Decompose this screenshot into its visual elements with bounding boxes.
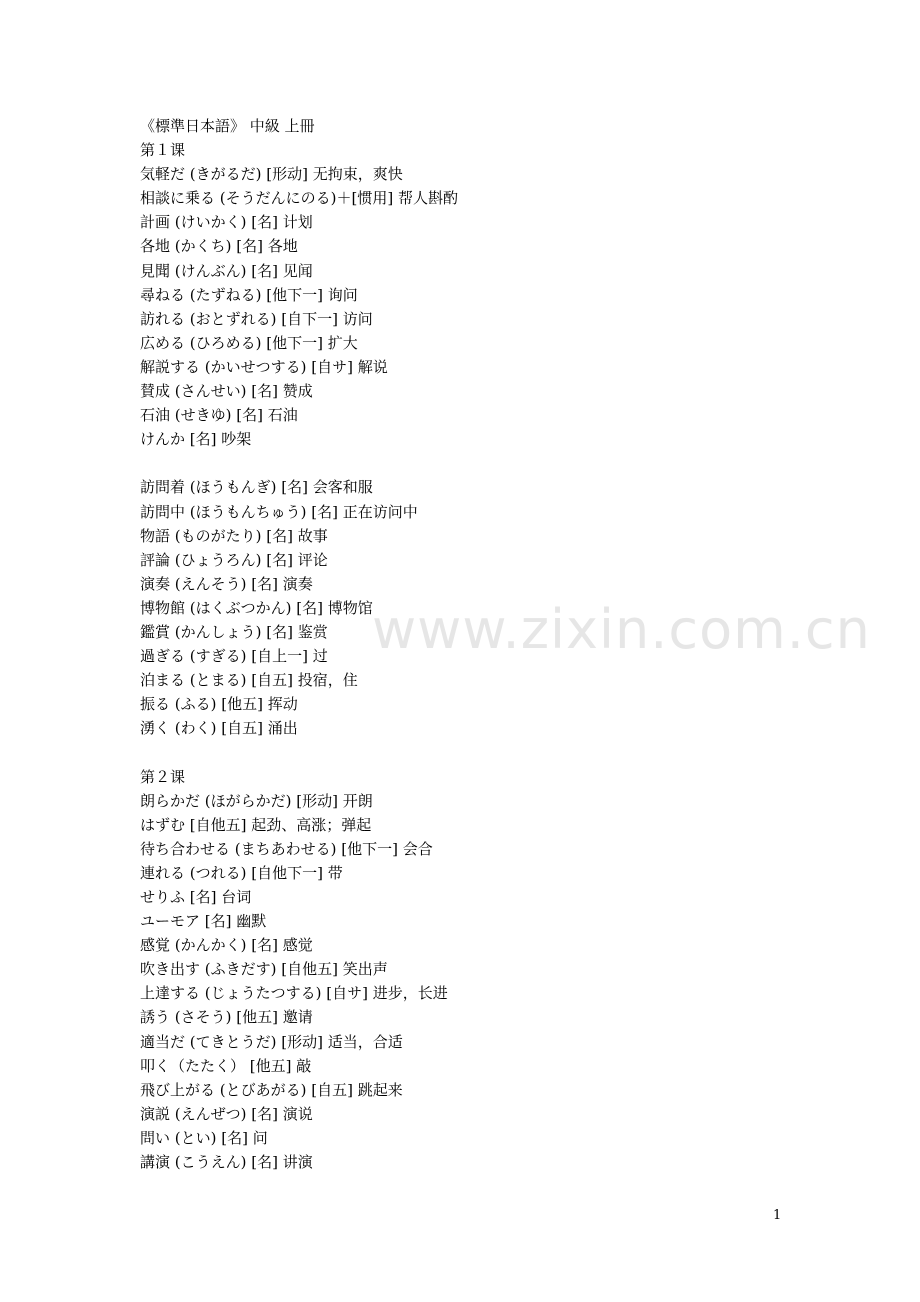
vocab-entry: 泊まる (とまる) [自五] 投宿，住: [140, 671, 358, 690]
vocab-entry: 訪問着 (ほうもんぎ) [名] 会客和服: [140, 478, 373, 497]
watermark: www.zixin.com.cn: [372, 598, 871, 661]
vocab-entry: 過ぎる (すぎる) [自上一] 过: [140, 647, 328, 666]
vocab-entry: けんか [名] 吵架: [140, 430, 252, 449]
vocab-entry: 誘う (さそう) [他五] 邀请: [140, 1008, 313, 1027]
vocab-entry: 鑑賞 (かんしょう) [名] 鉴赏: [140, 622, 328, 641]
vocab-entry: 湧く (わく) [自五] 涌出: [140, 719, 298, 738]
vocab-entry: 連れる (つれる) [自他下一] 带: [140, 863, 343, 882]
blank-line: [140, 740, 840, 764]
vocab-entry: 待ち合わせる (まちあわせる) [他下一] 会合: [140, 839, 433, 858]
vocab-entry: 適当だ (てきとうだ) [形动] 适当，合适: [140, 1032, 403, 1051]
lessons-container: [140, 138, 840, 1174]
vocab-entry: 振る (ふる) [他五] 挥动: [140, 695, 298, 714]
vocab-entry: 相談に乗る (そうだんにのる)＋[惯用] 帮人斟酌: [140, 189, 458, 208]
vocab-entry: はずむ [自他五] 起劲、高涨；弹起: [140, 815, 372, 834]
vocab-entry: ユーモア [名] 幽默: [140, 912, 267, 931]
vocab-entry: せりふ [名] 台词: [140, 888, 252, 906]
vocab-entry: 見聞 (けんぶん) [名] 见闻: [140, 261, 313, 280]
vocab-entry: 上達する (じょうたつする) [自サ] 进步，长进: [140, 984, 448, 1003]
vocab-entry: 演説 (えんぜつ) [名] 演说: [140, 1104, 313, 1123]
vocab-entry: 講演 (こうえん) [名] 讲演: [140, 1153, 313, 1172]
vocab-entry: 訪問中 (ほうもんちゅう) [名] 正在访问中: [140, 502, 418, 521]
vocab-entry: 石油 (せきゆ) [名] 石油: [140, 406, 298, 425]
vocab-entry: 賛成 (さんせい) [名] 赞成: [140, 382, 313, 401]
vocab-entry: 解説する (かいせつする) [自サ] 解说: [140, 357, 388, 376]
vocab-entry: 物語 (ものがたり) [名] 故事: [140, 526, 328, 545]
vocab-entry: 広める (ひろめる) [他下一] 扩大: [140, 333, 358, 352]
vocab-entry: 吹き出す (ふきだす) [自他五] 笑出声: [140, 960, 388, 979]
lesson-heading: 第１课: [140, 141, 186, 160]
vocab-entry: 尋ねる (たずねる) [他下一] 询问: [140, 285, 358, 304]
page-content: [140, 114, 840, 1174]
vocab-entry: 叩く（たたく） [他五] 敲: [140, 1056, 312, 1075]
vocab-entry: 気軽だ (きがるだ) [形动] 无拘束，爽快: [140, 165, 403, 184]
vocab-entry: 博物館 (はくぶつかん) [名] 博物馆: [140, 598, 373, 617]
page-number: 1: [773, 1208, 782, 1223]
vocab-entry: 訪れる (おとずれる) [自下一] 访问: [140, 309, 373, 328]
lesson-heading: 第２课: [140, 767, 186, 786]
vocab-entry: 各地 (かくち) [名] 各地: [140, 237, 298, 256]
book-title: 《標準日本語》 中級 上冊: [140, 117, 315, 135]
vocab-entry: 飛び上がる (とびあがる) [自五] 跳起来: [140, 1080, 403, 1099]
blank-line: [140, 451, 840, 475]
vocab-entry: 演奏 (えんそう) [名] 演奏: [140, 574, 313, 593]
vocab-entry: 問い (とい) [名] 问: [140, 1128, 268, 1147]
vocab-entry: 感覚 (かんかく) [名] 感觉: [140, 936, 313, 955]
vocab-entry: 評論 (ひょうろん) [名] 评论: [140, 550, 328, 569]
vocab-entry: 計画 (けいかく) [名] 计划: [140, 213, 313, 232]
vocab-entry: 朗らかだ (ほがらかだ) [形动] 开朗: [140, 791, 373, 810]
